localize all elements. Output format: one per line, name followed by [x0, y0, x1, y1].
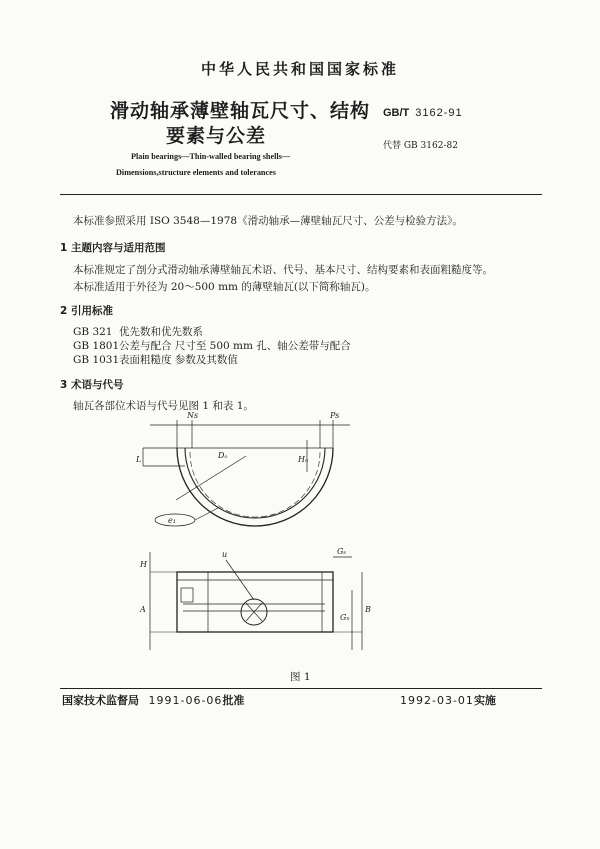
figure-caption: 图 1 — [290, 671, 311, 683]
section-heading-2: 2 引用标准 — [60, 305, 113, 317]
replaces-note: 代替 GB 3162-82 — [383, 141, 458, 151]
label-e: e₁ — [168, 516, 176, 525]
label-Gn: Gₙ — [340, 613, 350, 622]
intro-paragraph: 本标准参照采用 ISO 3548—1978《滑动轴承—薄壁轴瓦尺寸、公差与检验方法》。 — [73, 215, 463, 227]
effective-date: 1992-03-01 — [400, 694, 474, 707]
reference-title: 公差与配合 尺寸至 500 mm 孔、轴公差带与配合 — [119, 340, 351, 352]
section-3-paragraph-1: 轴瓦各部位术语与代号见图 1 和表 1。 — [73, 400, 254, 412]
label-Ps: Ps — [330, 411, 340, 420]
english-title-line-1: Plain bearings—Thin-walled bearing shells— — [131, 152, 290, 161]
section-heading-1: 1 主题内容与适用范围 — [60, 242, 166, 254]
label-H: H — [140, 560, 147, 569]
reference-code: GB 1801 — [73, 340, 120, 352]
label-Hn: Hₙ — [298, 455, 309, 464]
standard-code-number: 3162-91 — [415, 107, 463, 119]
label-A: A — [140, 605, 146, 614]
label-u: u — [222, 550, 228, 559]
reference-code: GB 321 — [73, 326, 113, 338]
label-Ns: Ns — [187, 411, 199, 420]
shell-side-outline — [177, 572, 333, 632]
section-heading-3: 3 术语与代号 — [60, 379, 124, 391]
approval-note — [62, 692, 244, 708]
standard-code-prefix: GB/T — [383, 107, 410, 119]
document-title-line-1: 滑动轴承薄壁轴瓦尺寸、结构 — [110, 100, 371, 122]
label-Do: Dₒ — [218, 451, 228, 460]
approval-date: 1991-06-06 — [148, 694, 223, 707]
effective-label: 实施 — [473, 694, 496, 707]
label-Gs: Gₛ — [337, 547, 347, 556]
effective-note — [400, 692, 496, 708]
label-L: L — [136, 455, 142, 464]
issuer: 国家技术监督局 — [62, 694, 139, 707]
locating-lug — [181, 588, 193, 602]
document-title-line-2: 要素与公差 — [166, 125, 267, 147]
label-B: B — [365, 605, 371, 614]
footer-divider — [60, 688, 542, 689]
reference-title: 表面粗糙度 参数及其数值 — [119, 354, 238, 366]
reference-title: 优先数和优先数系 — [119, 326, 203, 338]
standard-header: 中华人民共和国国家标准 — [200, 60, 399, 78]
section-1-paragraph-1: 本标准规定了剖分式滑动轴承薄壁轴瓦术语、代号、基本尺寸、结构要素和表面粗糙度等。 — [73, 264, 493, 276]
approval-label: 批准 — [222, 694, 245, 707]
section-1-paragraph-2: 本标准适用于外径为 20～500 mm 的薄壁轴瓦(以下简称轴瓦)。 — [73, 281, 376, 293]
english-title-line-2: Dimensions,structure elements and tolerances — [116, 168, 276, 177]
reference-code: GB 1031 — [73, 354, 120, 366]
